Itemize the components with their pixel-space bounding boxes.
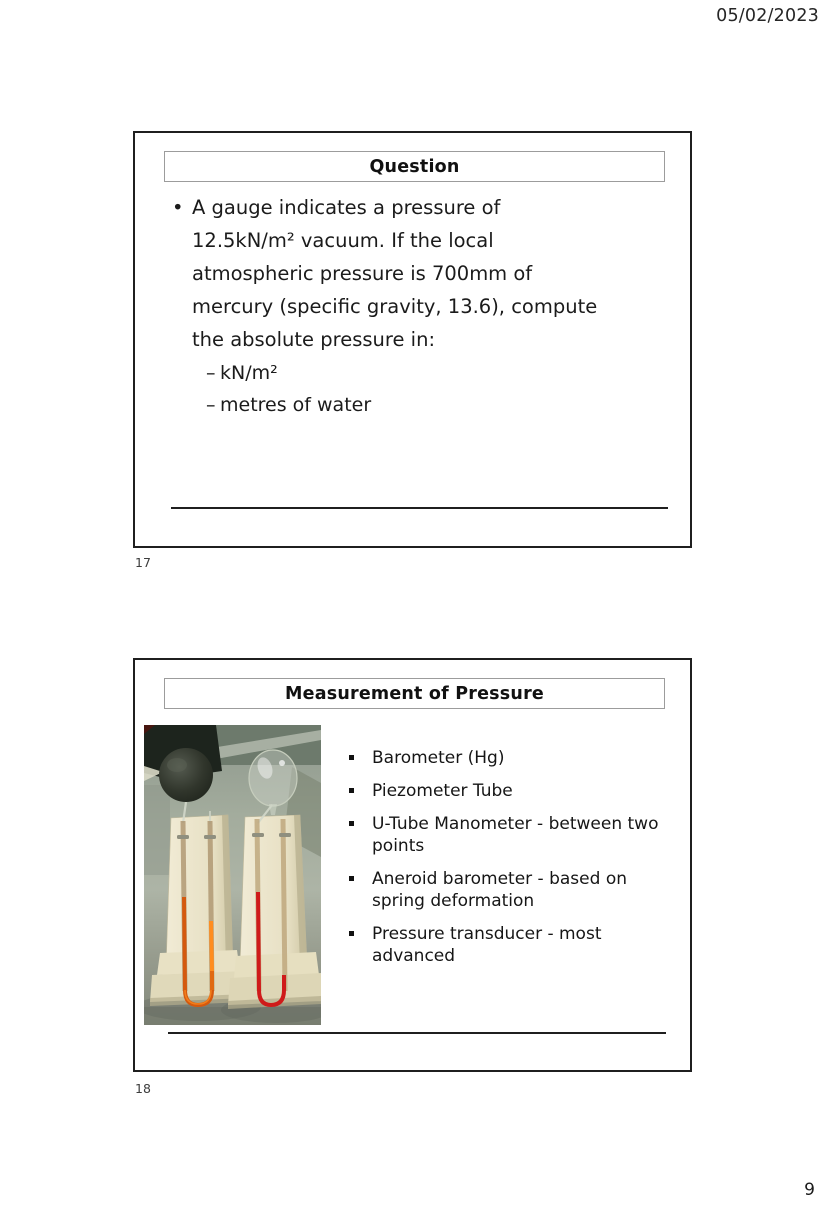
bullet-text <box>372 780 513 802</box>
manometers-photo <box>144 725 321 1025</box>
slide-17-title: Question <box>369 156 460 177</box>
slide-number-17: 17 <box>135 555 151 570</box>
dark-sphere <box>159 748 213 802</box>
slide-number-18: 18 <box>135 1081 151 1096</box>
slide-17-title-box <box>164 151 665 182</box>
slide-17 <box>133 131 692 548</box>
footer-rule <box>168 1032 666 1034</box>
bullet-text <box>372 747 504 769</box>
page-number: 9 <box>804 1180 815 1200</box>
bullet-text <box>372 813 658 857</box>
bullet-line: Pressure transducer - most <box>372 924 602 944</box>
body-line: mercury (specific gravity, 13.6), compute <box>192 295 598 318</box>
bullet-line: Aneroid barometer - based on <box>372 869 627 889</box>
bullet-text <box>192 191 597 356</box>
square-bullet-icon <box>349 931 354 936</box>
dash-icon: – <box>206 362 216 384</box>
sub-bullet-list <box>206 357 597 421</box>
slide-18-title: Measurement of Pressure <box>285 683 544 704</box>
bullet-line: Piezometer Tube <box>372 781 513 801</box>
bullet-text <box>372 868 627 912</box>
square-bullet-icon <box>349 821 354 826</box>
bullet-line: points <box>372 836 425 856</box>
slide-18-title-box <box>164 678 665 709</box>
slide-18 <box>133 658 692 1072</box>
bullet-text <box>372 923 601 967</box>
bullet-icon: • <box>172 196 184 219</box>
sub-bullet-text: kN/m² <box>220 362 278 384</box>
list-item <box>349 813 658 857</box>
footer-rule <box>171 507 668 509</box>
bullet-line: Barometer (Hg) <box>372 748 505 768</box>
square-bullet-icon <box>349 876 354 881</box>
list-item <box>349 747 658 769</box>
body-line: atmospheric pressure is 700mm of <box>192 262 533 285</box>
header-date: 05/02/2023 <box>716 6 819 26</box>
bullet-line: advanced <box>372 946 456 966</box>
bullet-item <box>172 191 597 356</box>
list-item <box>349 780 658 802</box>
sub-bullet-item <box>206 389 597 421</box>
dash-icon: – <box>206 394 216 416</box>
square-bullet-icon <box>349 755 354 760</box>
body-line: A gauge indicates a pressure of <box>192 196 501 219</box>
slide-17-body <box>172 191 597 421</box>
list-item <box>349 923 658 967</box>
bullet-line: U-Tube Manometer - between two <box>372 814 659 834</box>
body-line: 12.5kN/m² vacuum. If the local <box>192 229 494 252</box>
sub-bullet-item <box>206 357 597 389</box>
bullet-line: spring deformation <box>372 891 535 911</box>
list-item <box>349 868 658 912</box>
slide-18-bullet-list <box>349 747 658 978</box>
body-line: the absolute pressure in: <box>192 328 436 351</box>
sub-bullet-text: metres of water <box>220 394 372 416</box>
square-bullet-icon <box>349 788 354 793</box>
